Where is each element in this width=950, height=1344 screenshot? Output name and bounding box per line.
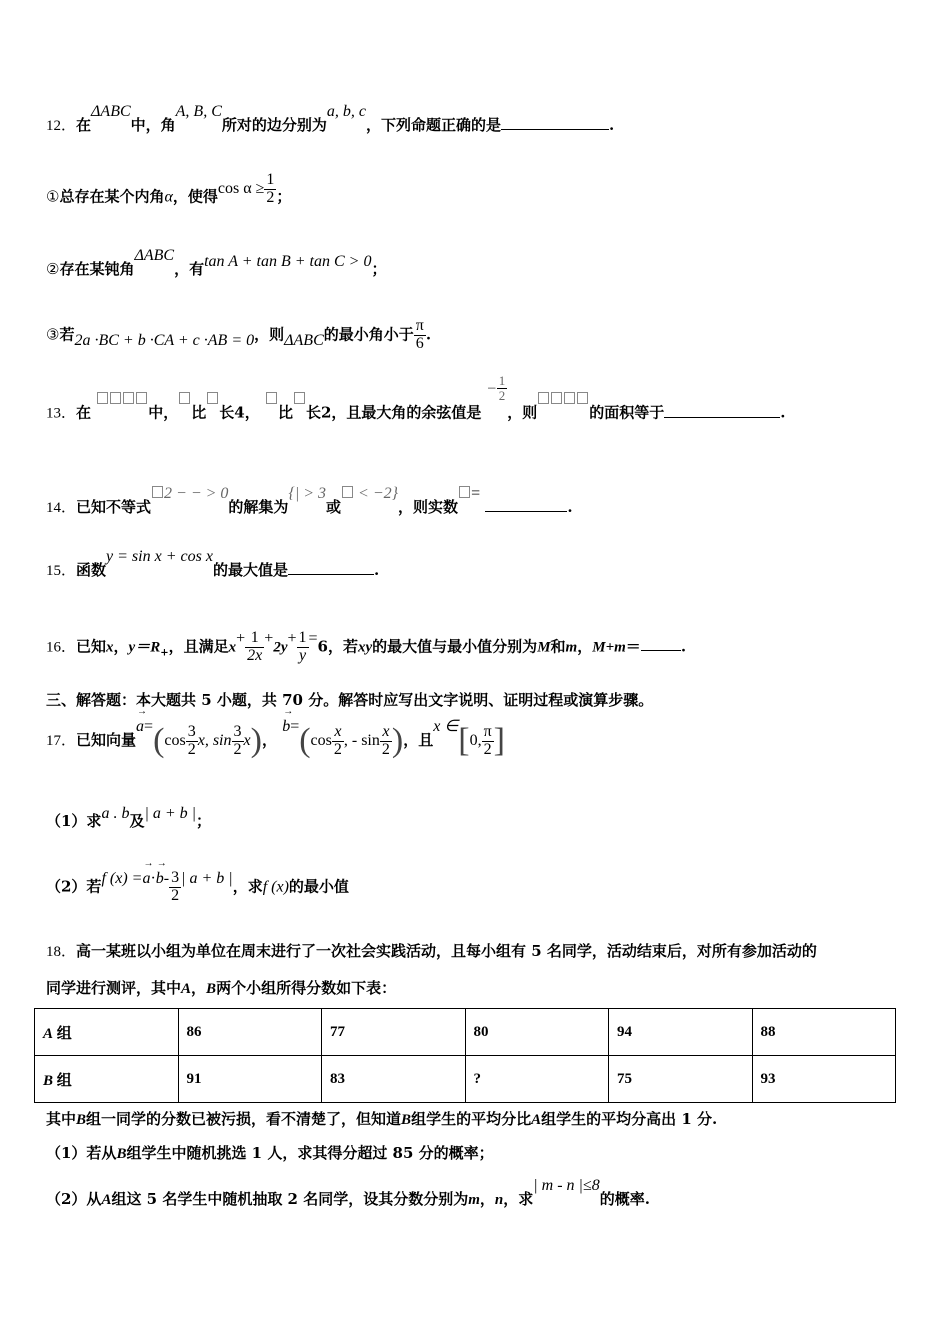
right-bracket: ] [493, 722, 505, 759]
q17-number: 17． [46, 733, 77, 749]
table-cell-label: A 组 [35, 1009, 179, 1056]
table-cell: 80 [465, 1009, 609, 1056]
comma: ， [479, 1190, 495, 1208]
missing-glyphs [96, 390, 148, 408]
fraction-3-2: $\frac{3}{2}$ [171, 869, 180, 904]
var-M: M [537, 639, 551, 656]
solution-set-2: < −2} [341, 485, 398, 502]
answer-blank[interactable] [485, 497, 567, 512]
table-cell: 93 [752, 1056, 896, 1103]
section-3-heading: 三、解答题：本大题共 5 小题，共 70 分。解答时应写出文字说明、证明过程或演算步骤。 [46, 691, 654, 709]
q13-end: . [780, 403, 786, 422]
group-A: A [101, 1192, 112, 1208]
q13-text: 比 [191, 403, 207, 422]
q16-text: ，若 [327, 637, 358, 656]
q13-number: 13． [46, 405, 77, 422]
var-y: y [128, 639, 136, 656]
table-cell: ? [465, 1056, 609, 1103]
option-label: ① [46, 189, 60, 206]
option-text: 若 [59, 325, 75, 344]
vector-b: → b [282, 718, 290, 736]
q12-text: ，下列命题正确的是 [366, 116, 502, 134]
q12-number: 12． [46, 118, 77, 134]
answer-blank[interactable] [288, 560, 374, 575]
solution-set: {| > 3 [288, 485, 327, 502]
option-text: 总存在某个内角 [59, 187, 165, 206]
option-text: ，使得 [172, 187, 218, 206]
plus-sign: + [236, 630, 246, 648]
vector-sum-norm: | a + b | [181, 870, 233, 888]
option-label: ③ [46, 327, 60, 344]
q17-text: 已知向量 [76, 731, 137, 749]
fraction-3-2: $\frac{3}{2}$ [187, 722, 196, 758]
q14-number: 14． [46, 500, 77, 516]
group-B: B [401, 1112, 412, 1128]
minus-sign: - [163, 870, 170, 888]
vector-a: → a [142, 870, 150, 888]
option-text: 存在某钝角 [59, 260, 135, 278]
equals-sign: = [144, 718, 154, 735]
q12-text: 所对的边分别为 [221, 116, 327, 134]
group-B: B [116, 1146, 127, 1162]
answer-blank[interactable] [664, 403, 780, 418]
left-paren: ( [299, 722, 311, 759]
plus-sign: + [287, 630, 297, 648]
q12-text: 中，角 [130, 116, 176, 134]
missing-glyph [206, 390, 219, 408]
function-expression: y = sin x + cos x [106, 548, 213, 565]
fraction-x-2: $\frac{x}{2}$ [333, 722, 342, 758]
q18-part-1 [46, 1142, 494, 1163]
group-B: B [206, 981, 217, 997]
q18-part-2 [46, 1177, 650, 1209]
score-table [34, 1008, 896, 1103]
table-cell: 75 [609, 1056, 753, 1103]
group-A: A [181, 981, 192, 997]
q15-end: . [373, 561, 380, 579]
comma: ， [191, 979, 207, 997]
q18-text: 两个小组所得分数如下表： [216, 979, 397, 997]
q18-text: 的概率. [599, 1190, 650, 1208]
q14-stem [46, 485, 573, 517]
neg-half: − 1 2 [486, 373, 506, 403]
equals-sign: = [290, 718, 300, 735]
q13-text: 中， [148, 403, 179, 422]
q12-option-3 [46, 318, 431, 353]
table-cell-label: B 组 [35, 1056, 179, 1103]
option-end: . [425, 325, 432, 344]
missing-glyph [458, 484, 471, 502]
group-A: A [531, 1112, 542, 1128]
q13-text: ，则 [507, 403, 538, 422]
q16-end: . [680, 637, 687, 656]
q18-text: 高一某班以小组为单位在周末进行了一次社会实践活动，且每小组有 5 名同学，活动结束后，对所有参加活动的 [76, 942, 817, 960]
table-cell: 86 [178, 1009, 322, 1056]
q14-text: 已知不等式 [76, 498, 152, 516]
q14-end: . [567, 498, 573, 516]
q14-text: 或 [326, 498, 342, 516]
var-x: x [243, 732, 251, 749]
vector-a: → a [136, 718, 144, 736]
fraction-x-2: $\frac{x}{2}$ [381, 722, 390, 758]
q18-line-2 [46, 977, 396, 998]
comma: ， [577, 637, 593, 656]
part-label: （2）从 [46, 1190, 102, 1208]
q12-angles: A, B, C [175, 103, 222, 120]
vector-sum-norm: | a + b | [144, 805, 197, 822]
q12-triangle: ΔABC [91, 103, 131, 120]
q17-stem [46, 718, 505, 760]
abs-inequality: | m - n |≤8 [533, 1177, 600, 1194]
right-paren: ) [250, 722, 262, 759]
group-B: B [76, 1112, 87, 1128]
q15-text: 函数 [76, 561, 107, 579]
option-end: ； [276, 187, 292, 206]
cos-label: cos [310, 732, 332, 749]
q12-stem [46, 103, 615, 135]
q12-triangle: ΔABC [284, 332, 324, 350]
q18-after-table [46, 1108, 717, 1129]
q17-text: 及 [129, 812, 145, 830]
q18-text: 组一同学的分数已被污损，看不清楚了，但知道 [86, 1110, 402, 1128]
comma: ， [113, 637, 129, 656]
table-cell: 83 [322, 1056, 466, 1103]
left-paren: ( [153, 722, 165, 759]
q13-stem [46, 373, 786, 428]
fraction-3-2: $\frac{3}{2}$ [233, 722, 242, 758]
var-m: m [468, 1192, 480, 1208]
q15-number: 15． [46, 563, 77, 579]
option-end: ； [371, 260, 387, 278]
right-paren: ) [391, 722, 404, 759]
f-of-x: f (x) = [101, 870, 143, 888]
tan-inequality: tan A + tan B + tan C > 0 [204, 253, 372, 270]
q18-text: 其中 [46, 1110, 77, 1128]
q13-text: 的面积等于 [589, 403, 665, 422]
q12-text: 在 [76, 116, 92, 134]
fraction-1-over-2x: $\frac{1}{2x}$ [247, 629, 263, 664]
q13-text: 长4， [219, 403, 260, 422]
equals-sign: = [308, 630, 318, 648]
equals-sign: ＝ [625, 637, 641, 656]
missing-glyph [293, 390, 306, 408]
missing-glyph [265, 390, 278, 408]
f-of-x: f (x) [262, 878, 289, 896]
q16-text: ，且满足 [168, 637, 229, 656]
q13-text: 在 [76, 403, 92, 422]
fraction-1-over-y: $\frac{1}{y}$ [298, 629, 307, 664]
cos-inequality: cos α ≥ [217, 180, 265, 198]
vector-equation: 2a ·BC + b ·CA + c ·AB = 0 [74, 332, 255, 350]
q13-text: 比 [277, 403, 293, 422]
var-x: x [228, 639, 237, 656]
q18-line-1 [46, 940, 817, 961]
plus-sign: + [264, 630, 274, 648]
q16-stem [46, 630, 686, 665]
var-m: m [565, 639, 578, 656]
q18-text: ，求 [503, 1190, 534, 1208]
q17-text: ，求 [232, 877, 263, 896]
q17-part-1 [46, 805, 212, 831]
var-xy: xy [358, 639, 373, 656]
dot-operator: · [150, 870, 156, 888]
left-bracket: [ [458, 722, 470, 759]
interval-start: 0, [469, 732, 482, 749]
vector-b: → b [156, 870, 164, 888]
q16-number: 16． [46, 639, 77, 656]
q17-part-2 [46, 870, 349, 905]
q12-option-1 [46, 171, 292, 215]
two-y: 2y [273, 639, 288, 656]
table-cell: 88 [752, 1009, 896, 1056]
comma: ， [261, 731, 277, 749]
q12-sides: a, b, c [326, 103, 366, 120]
six: 6 [317, 637, 328, 656]
fraction-one-half: $\frac{1}{2}$ [266, 171, 275, 206]
table-row [35, 1009, 896, 1056]
part-label: （2）若 [46, 877, 102, 896]
q15-text: 的最大值是 [212, 561, 288, 579]
part-end: ； [196, 812, 212, 830]
q12-end: . [609, 116, 615, 134]
alpha-symbol: α [164, 188, 173, 206]
q14-text: ，则实数 [398, 498, 459, 516]
cos-label: cos [164, 732, 186, 749]
var-x: x [106, 639, 114, 656]
table-cell: 94 [609, 1009, 753, 1056]
q18-text: 组学生的平均分比 [411, 1110, 532, 1128]
q16-text: 已知 [76, 637, 107, 656]
option-label: ② [46, 262, 60, 278]
table-cell: 77 [322, 1009, 466, 1056]
missing-glyphs [537, 390, 589, 408]
minus-sin: , - sin [343, 732, 380, 749]
answer-blank[interactable] [501, 115, 609, 130]
q16-text: 和 [550, 637, 566, 656]
plus-subscript: + [160, 647, 169, 659]
q17-text: 的最小值 [288, 877, 349, 896]
q14-text: 的解集为 [228, 498, 289, 516]
q18-text: 组学生中随机挑选 1 人，求其得分超过 85 分的概率； [126, 1144, 494, 1162]
q12-triangle: ΔABC [134, 247, 175, 264]
option-text: 的最小角小于 [323, 325, 414, 344]
option-text: ，有 [174, 260, 205, 278]
var-n: n [494, 1192, 504, 1208]
answer-blank[interactable] [641, 636, 681, 651]
missing-glyph [178, 390, 191, 408]
q18-text: 组这 5 名学生中随机抽取 2 名同学，设其分数分别为 [111, 1190, 469, 1208]
option-text: ，则 [254, 325, 285, 344]
part-label: （1）求 [46, 812, 102, 830]
fraction-pi-2: $\frac{\pi}{2}$ [483, 722, 492, 758]
q18-text: 同学进行测评，其中 [46, 979, 182, 997]
q16-text: 的最大值与最小值分别为 [372, 637, 538, 656]
q18-number: 18． [46, 944, 77, 960]
part-label: （1）若从 [46, 1144, 117, 1162]
q17-text: ，且 [403, 731, 434, 749]
q15-stem [46, 548, 380, 580]
equals-sign: = [471, 485, 481, 502]
q18-text: 组学生的平均分高出 1 分. [541, 1110, 718, 1128]
M-plus-m: M+m [592, 639, 626, 656]
table-row [35, 1056, 896, 1103]
dot-product: a . b [101, 805, 130, 822]
inequality: 2 − − > 0 [151, 485, 228, 502]
x-in-interval: x ∈ [433, 718, 459, 735]
real-set: ＝R [135, 639, 161, 656]
table-cell: 91 [178, 1056, 322, 1103]
vector-a-component: x, sin [197, 732, 232, 749]
q12-option-2 [46, 247, 387, 279]
q13-text: 长2，且最大角的余弦值是 [305, 403, 482, 422]
fraction-pi-six: $\frac{\pi}{6}$ [415, 317, 424, 352]
